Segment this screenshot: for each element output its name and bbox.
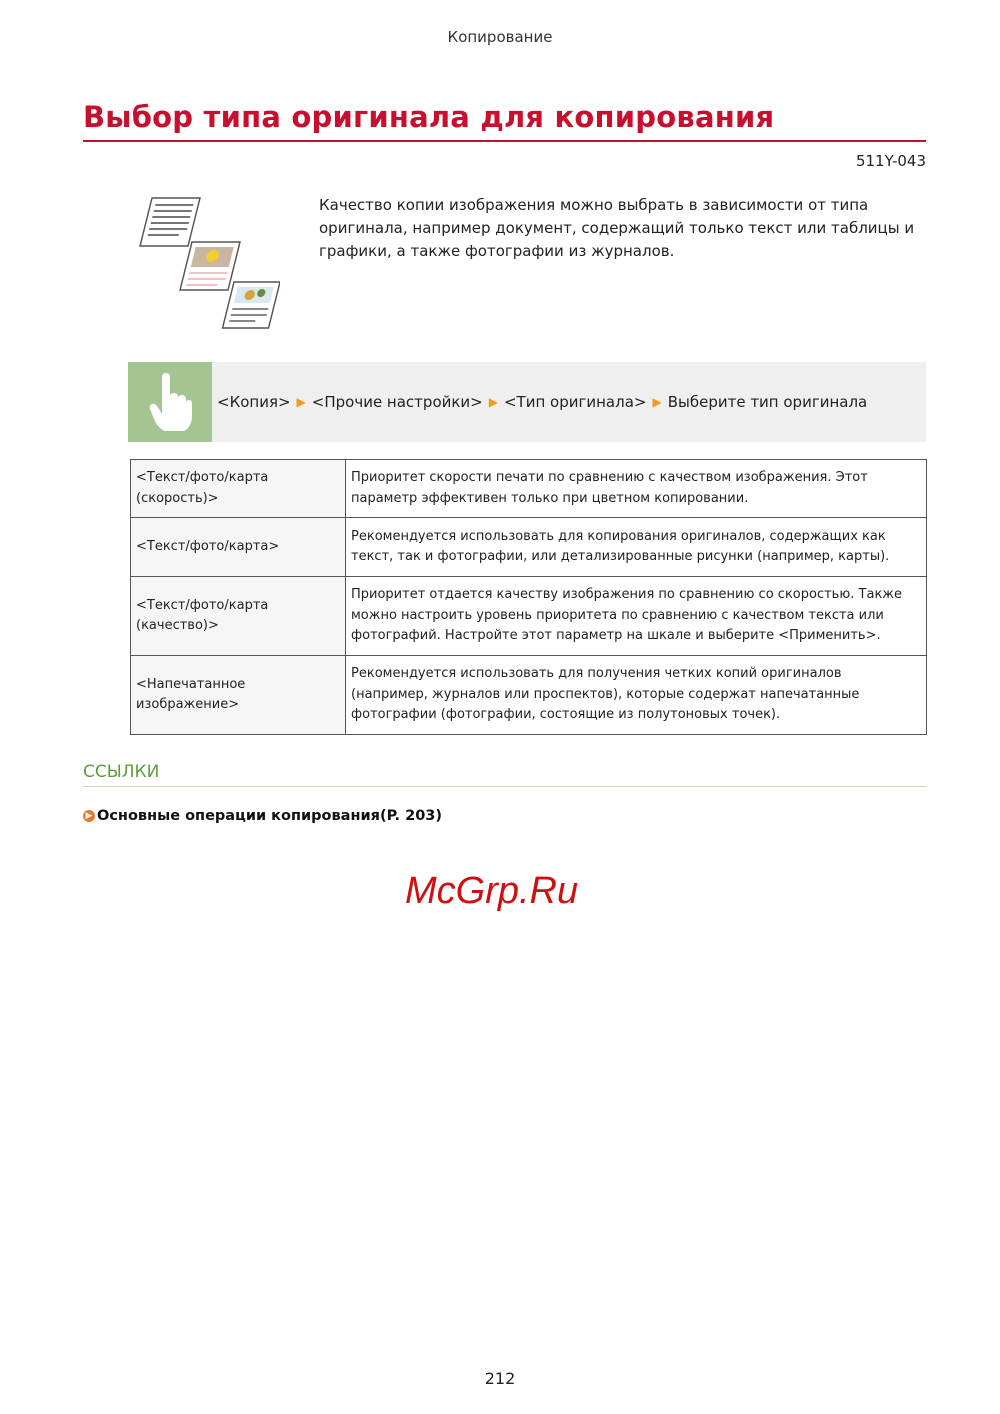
arrow-right-icon: ▶ bbox=[488, 395, 498, 409]
original-types-table bbox=[130, 459, 927, 735]
references-heading: ССЫЛКИ bbox=[83, 762, 160, 782]
table-row bbox=[131, 577, 927, 656]
option-description: Приоритет отдается качеству изображения по сравнению со скоростью. Также можно настроить уровень приоритета по сравнению с качеством текста или фотографий. Настройте этот параметр на шкале и выберите <Применить>. bbox=[346, 577, 927, 656]
table-row bbox=[131, 460, 927, 518]
hand-pointer-icon bbox=[128, 362, 212, 442]
text-document-icon bbox=[140, 198, 200, 246]
nav-step-other-settings: <Прочие настройки> bbox=[311, 393, 483, 411]
option-description: Приоритет скорости печати по сравнению с качеством изображения. Этот параметр эффективен только при цветном копировании. bbox=[346, 460, 927, 518]
page-title: Выбор типа оригинала для копирования bbox=[83, 100, 775, 134]
photo-document-icon bbox=[180, 242, 240, 290]
watermark: McGrp.Ru bbox=[405, 870, 579, 912]
arrow-right-icon: ▶ bbox=[652, 395, 662, 409]
references-rule bbox=[83, 786, 926, 787]
option-description: Рекомендуется использовать для копирования оригиналов, содержащих как текст, так и фотографии, или детализированные рисунки (например, карты). bbox=[346, 518, 927, 577]
original-types-illustration bbox=[130, 192, 280, 337]
option-name: <Текст/фото/карта> bbox=[131, 518, 346, 577]
title-rule bbox=[83, 140, 926, 142]
nav-step-original-type: <Тип оригинала> bbox=[503, 393, 647, 411]
page-number: 212 bbox=[484, 1369, 516, 1388]
reference-link-label[interactable]: Основные операции копирования(P. 203) bbox=[97, 808, 442, 824]
option-name: <Напечатанное изображение> bbox=[131, 656, 346, 735]
link-arrow-icon: ▶ bbox=[83, 810, 95, 822]
table-row bbox=[131, 656, 927, 735]
option-description: Рекомендуется использовать для получения четких копий оригиналов (например, журналов или проспектов), которые содержат напечатанные фотографии (фотографии, состоящие из полутоновых точек). bbox=[346, 656, 927, 735]
table-row bbox=[131, 518, 927, 577]
running-header: Копирование bbox=[447, 28, 553, 46]
reference-link[interactable] bbox=[83, 808, 442, 824]
option-name: <Текст/фото/карта (скорость)> bbox=[131, 460, 346, 518]
nav-step-select: Выберите тип оригинала bbox=[667, 393, 868, 411]
map-document-icon bbox=[223, 282, 280, 328]
intro-paragraph: Качество копии изображения можно выбрать в зависимости от типа оригинала, например документ, содержащий только текст или таблицы и графики, а также фотографии из журналов. bbox=[319, 196, 915, 260]
arrow-right-icon: ▶ bbox=[296, 395, 306, 409]
doc-code: 511Y-043 bbox=[855, 152, 926, 170]
option-name: <Текст/фото/карта (качество)> bbox=[131, 577, 346, 656]
nav-step-copy: <Копия> bbox=[217, 393, 291, 411]
operation-path-bar bbox=[128, 362, 926, 442]
